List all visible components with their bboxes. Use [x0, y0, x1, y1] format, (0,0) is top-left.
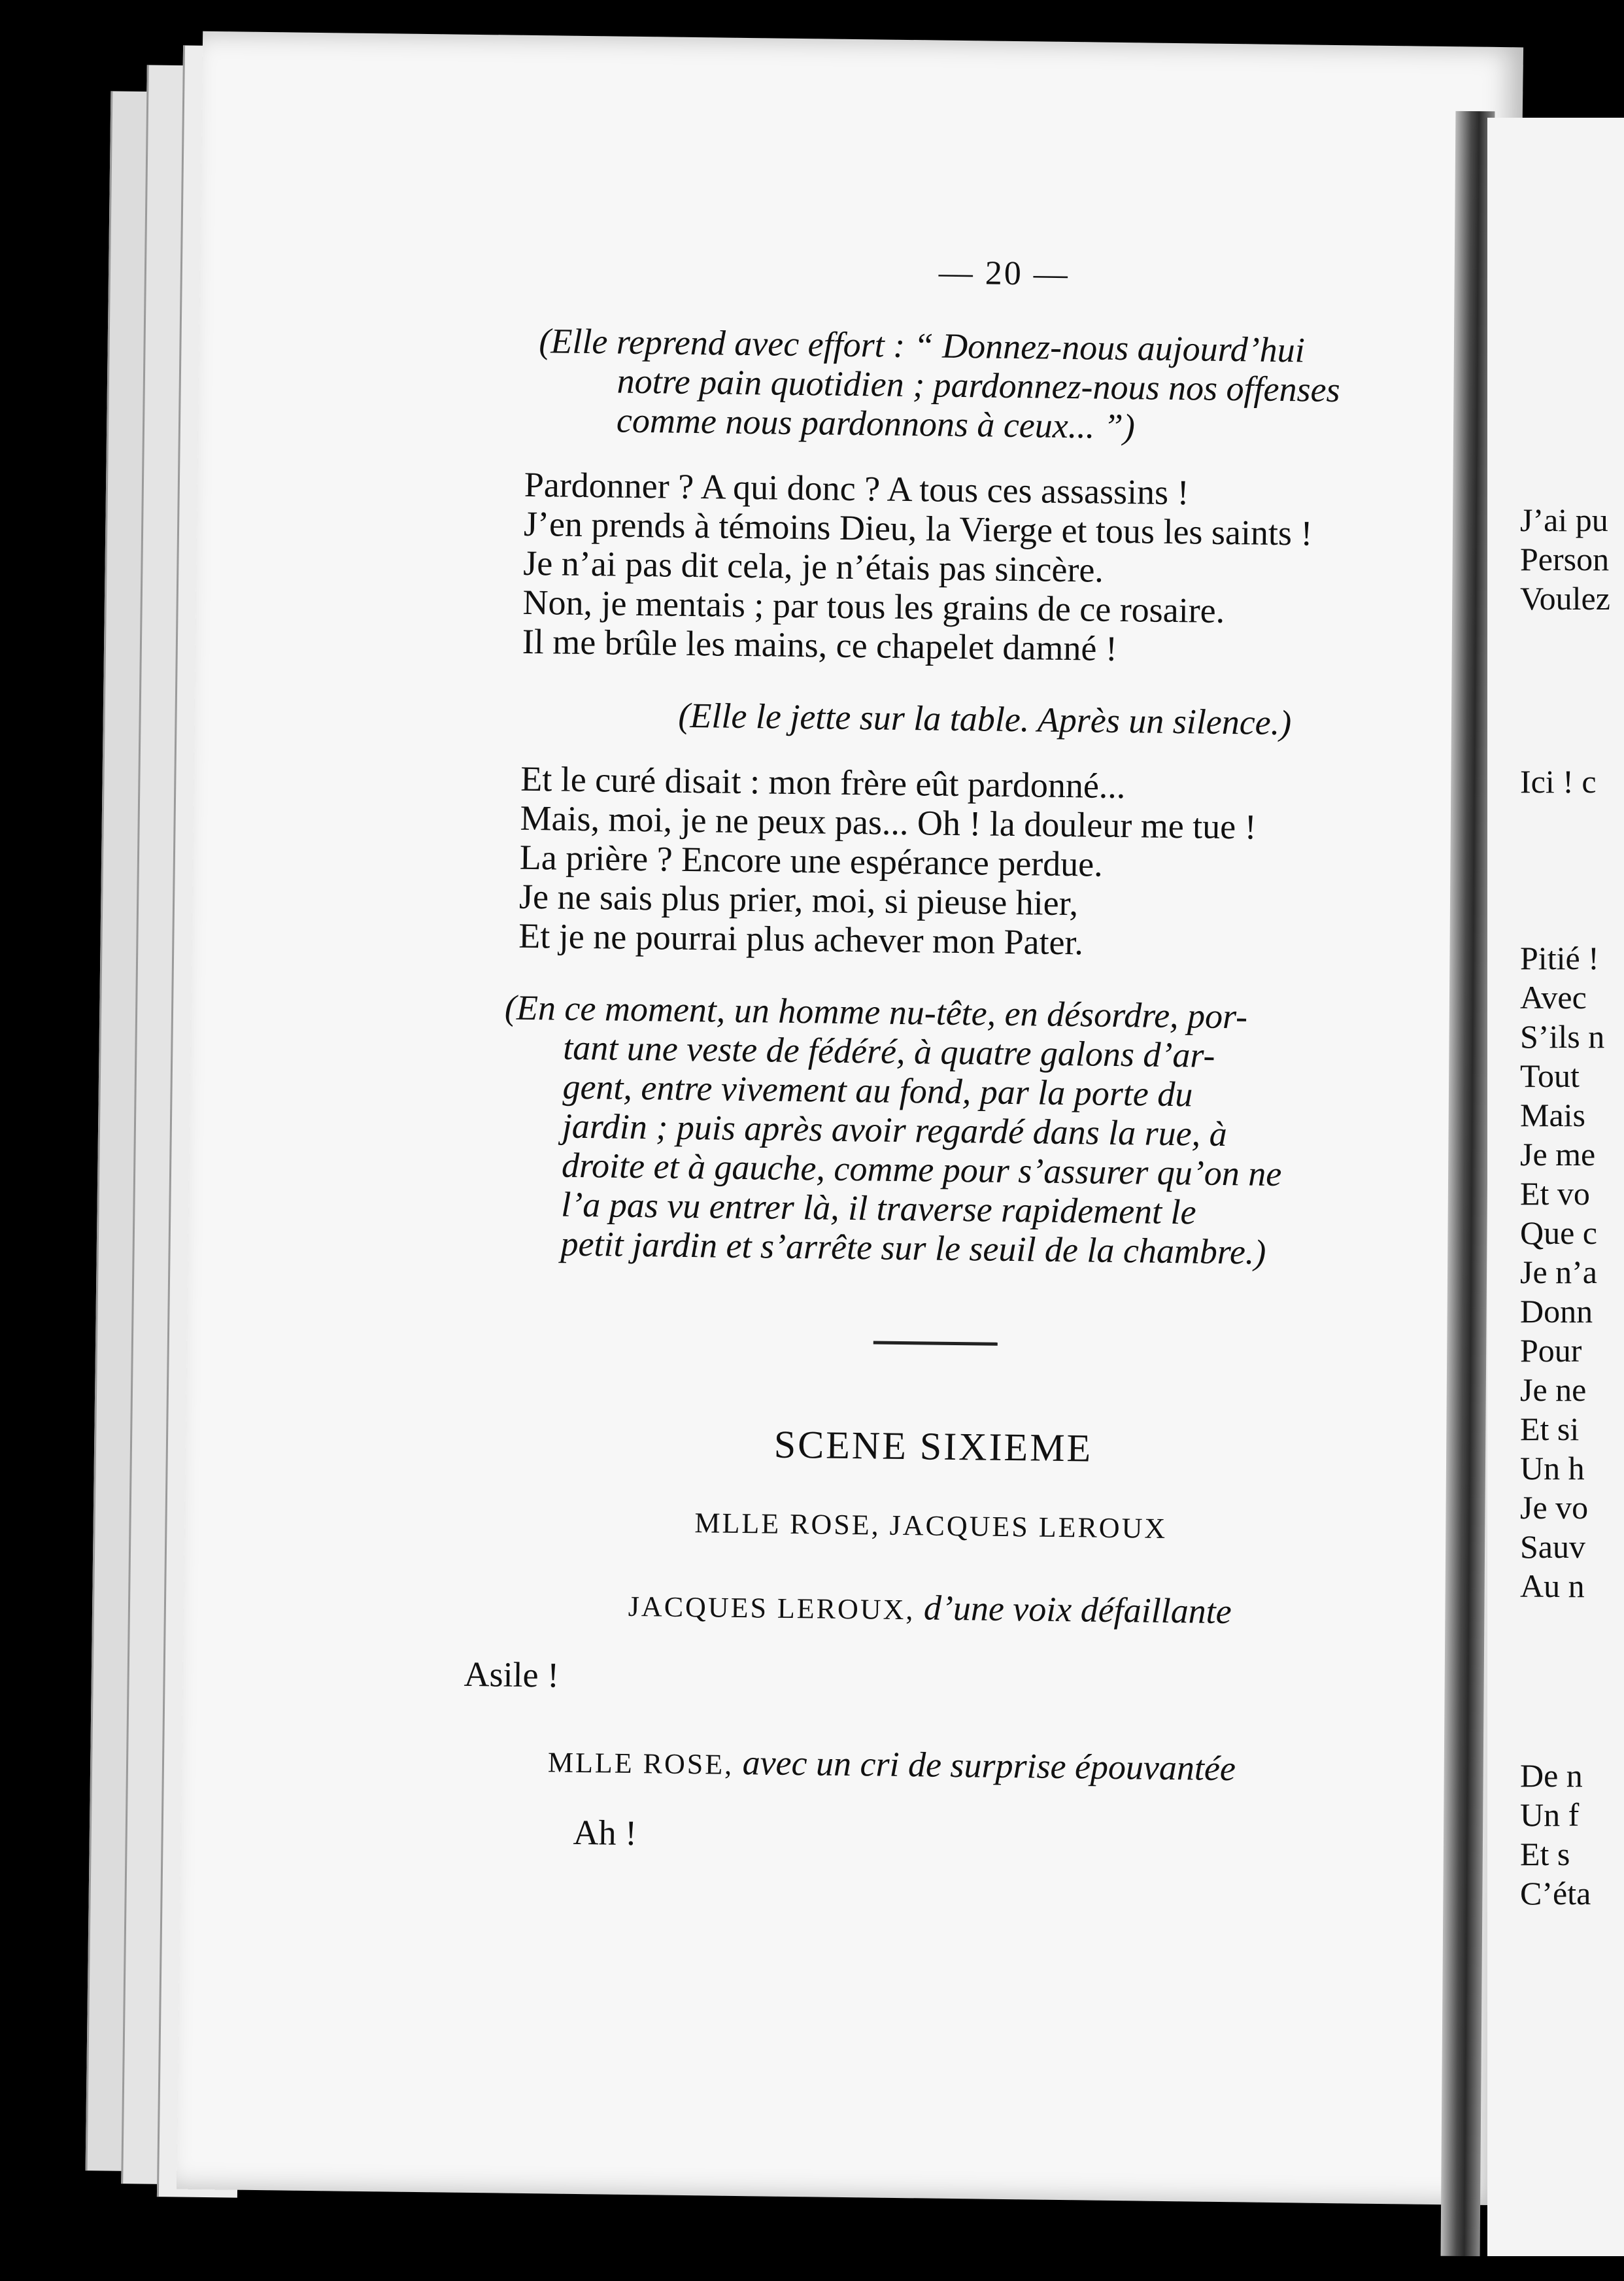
speaker-name: JACQUES LEROUX, [628, 1590, 915, 1626]
right-page-fragment: Tout [1520, 1057, 1580, 1094]
right-page-fragment: Que c [1520, 1214, 1597, 1251]
right-page-fragment: Et vo [1520, 1175, 1590, 1212]
right-page-fragment: Je me [1520, 1136, 1596, 1173]
right-page-fragment: Sauv [1520, 1528, 1585, 1565]
right-page-fragment: Voulez [1520, 580, 1610, 617]
verse-line: Mais, moi, je ne peux pas... Oh ! la douleur me tue ! [520, 798, 1257, 847]
right-page-fragment: Je ne [1520, 1371, 1587, 1408]
dialogue-line: Asile ! [464, 1654, 560, 1695]
right-page-fragment: Un f [1520, 1796, 1580, 1833]
right-page-fragment: Un h [1520, 1450, 1585, 1486]
right-page-fragment: Je vo [1520, 1489, 1589, 1526]
speaker-direction: d’une voix défaillante [923, 1588, 1232, 1632]
right-page-fragment: Ici ! c [1520, 763, 1597, 800]
right-page-fragment: Donn [1520, 1293, 1593, 1329]
dialogue-line: Ah ! [573, 1812, 637, 1853]
stage-direction-line: jardin ; puis après avoir regardé dans la rue, à [562, 1106, 1228, 1154]
stage-direction-line: notre pain quotidien ; pardonnez-nous nos offenses [617, 361, 1340, 410]
section-divider [873, 1341, 998, 1345]
stage-direction-line: l’a pas vu entrer là, il traverse rapidement le [560, 1184, 1196, 1232]
speaker-heading [547, 1742, 1236, 1789]
stage-direction-line: droite et à gauche, comme pour s’assurer qu’on ne [561, 1145, 1282, 1194]
right-page-fragment: Et s [1520, 1836, 1570, 1872]
left-page [177, 31, 1523, 2205]
verse-line: La prière ? Encore une espérance perdue. [519, 837, 1104, 884]
speaker-direction: avec un cri de surprise épouvantée [742, 1743, 1236, 1789]
right-page-fragment: J’ai pu [1520, 502, 1608, 538]
verse-line: Je ne sais plus prier, moi, si pieuse hier, [518, 876, 1079, 923]
right-page [1487, 118, 1624, 2256]
verse-line: Et je ne pourrai plus achever mon Pater. [518, 916, 1084, 963]
verse-line: Je n’ai pas dit cela, je n’étais pas sincère. [522, 543, 1104, 590]
scene-characters: MLLE ROSE, JACQUES LEROUX [694, 1507, 1168, 1545]
left-page-content [177, 31, 1523, 2205]
stage-direction-line: petit jardin et s’arrête sur le seuil de la chambre.) [560, 1224, 1266, 1272]
page-number: — 20 — [938, 254, 1070, 294]
speaker-name: MLLE ROSE, [547, 1746, 734, 1781]
right-page-fragment: S’ils n [1520, 1018, 1605, 1055]
stage-direction-line: (Elle reprend avec effort : “ Donnez-nous aujourd’hui [539, 321, 1306, 370]
right-page-fragment: C’éta [1520, 1875, 1591, 1912]
right-page-fragment: Person [1520, 541, 1610, 577]
stage-direction-line: tant une veste de fédéré, à quatre galons d’ar- [562, 1027, 1215, 1075]
verse-line: Il me brûle les mains, ce chapelet damné ! [522, 621, 1118, 668]
right-page-fragment: Pour [1520, 1332, 1582, 1369]
stage-direction-line: (En ce moment, un homme nu-tête, en désordre, por- [504, 987, 1248, 1037]
verse-line: Et le curé disait : mon frère eût pardonné... [520, 759, 1126, 806]
right-page-fragment: Mais [1520, 1097, 1585, 1133]
stage-direction-line: comme nous pardonnons à ceux... ”) [616, 400, 1136, 447]
verse-line: J’en prends à témoins Dieu, la Vierge et tous les saints ! [523, 504, 1313, 553]
right-page-fragment: Et si [1520, 1411, 1580, 1447]
right-page-fragment: Je n’a [1520, 1254, 1597, 1290]
verse-line: Pardonner ? A qui donc ? A tous ces assassins ! [524, 464, 1189, 513]
right-page-fragment: Avec [1520, 979, 1587, 1016]
stage-direction-line: gent, entre vivement au fond, par la porte du [562, 1067, 1193, 1114]
right-page-fragment: Au n [1520, 1568, 1585, 1604]
stage-direction-line: (Elle le jette sur la table. Après un silence.) [678, 695, 1292, 743]
verse-line: Non, je mentais ; par tous les grains de ce rosaire. [522, 582, 1225, 630]
scene-title: SCENE SIXIEME [773, 1422, 1093, 1470]
right-page-fragment: De n [1520, 1757, 1583, 1794]
speaker-heading [628, 1586, 1232, 1632]
right-page-fragment: Pitié ! [1520, 940, 1599, 976]
